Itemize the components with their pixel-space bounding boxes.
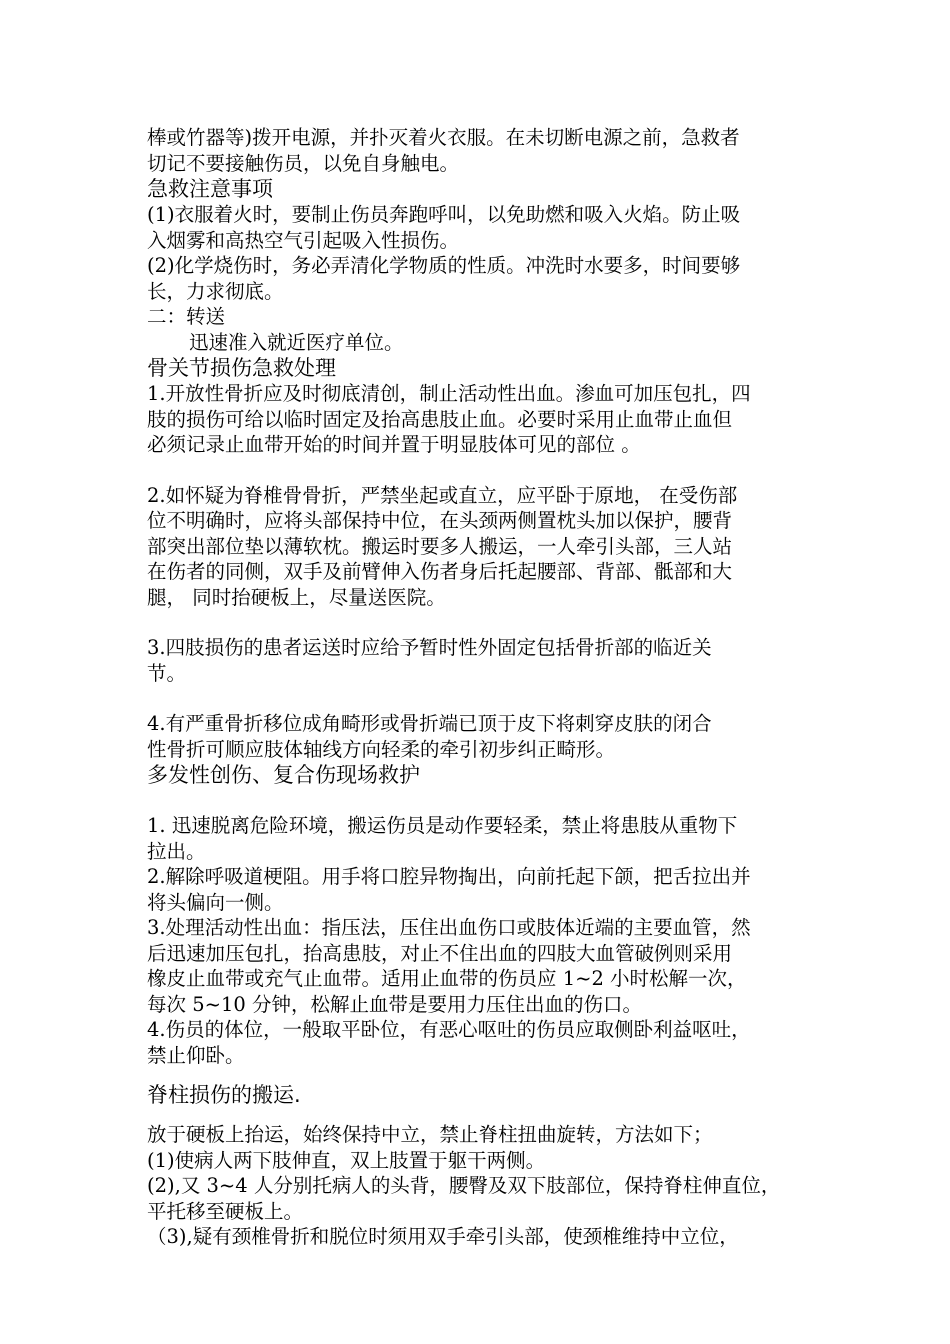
text-line: 长，力求彻底。 xyxy=(147,279,284,303)
paragraph xyxy=(147,125,815,176)
text-line: 放于硬板上抬运，始终保持中立，禁止脊柱扭曲旋转，方法如下； xyxy=(147,1123,713,1146)
paragraph-spacer xyxy=(147,788,815,813)
text-line: （3),疑有颈椎骨折和脱位时须用双手牵引头部，使颈椎维持中立位， xyxy=(147,1225,739,1248)
paragraph xyxy=(147,813,815,864)
paragraph-spacer xyxy=(147,686,815,711)
text-line: 必须记录止血带开始的时间并置于明显肢体可见的部位 。 xyxy=(147,433,641,456)
section-heading: 急救注意事项 xyxy=(147,177,273,201)
paragraph xyxy=(147,381,815,458)
paragraph-spacer xyxy=(147,610,815,635)
paragraph xyxy=(147,1148,815,1174)
text-line: 橡皮止血带或充气止血带。适用止血带的伤员应 1~2 小时松解一次， xyxy=(147,967,747,990)
text-line: 禁止仰卧。 xyxy=(147,1043,245,1067)
paragraph xyxy=(147,1122,815,1148)
paragraph xyxy=(147,483,815,611)
section-heading: 骨关节损伤急救处理 xyxy=(147,356,336,380)
text-line: 拉出。 xyxy=(147,839,206,863)
text-line: 1. 迅速脱离危险环境，搬运伤员是动作要轻柔，禁止将患肢从重物下 xyxy=(147,814,738,837)
text-line: 4.有严重骨折移位成角畸形或骨折端已顶于皮下将刺穿皮肤的闭合 xyxy=(147,712,712,735)
text-line: 每次 5~10 分钟，松解止血带是要用力压住出血的伤口。 xyxy=(147,992,642,1016)
text-line: 平托移至硬板上。 xyxy=(147,1199,304,1223)
paragraph xyxy=(147,253,815,304)
paragraph xyxy=(147,304,815,330)
paragraph xyxy=(147,330,815,356)
paragraph xyxy=(147,202,815,253)
text-line: 1.开放性骨折应及时彻底清创，制止活动性出血。渗血可加压包扎，四 xyxy=(147,382,751,405)
text-line: (1)使病人两下肢伸直，双上肢置于躯干两侧。 xyxy=(147,1148,546,1172)
paragraph xyxy=(147,711,815,762)
section-heading: 脊柱损伤的搬运. xyxy=(147,1083,301,1107)
paragraph-spacer xyxy=(147,458,815,483)
text-line: 性骨折可顺应肢体轴线方向轻柔的牵引初步纠正畸形。 xyxy=(147,737,616,761)
text-line: 切记不要接触伤员，以免自身触电。 xyxy=(147,151,460,175)
text-line: 后迅速加压包扎，抬高患肢，对止不住出血的四肢大血管破例则采用 xyxy=(147,941,733,965)
text-line: 2.解除呼吸道梗阻。用手将口腔异物掏出，向前托起下颌，把舌拉出并 xyxy=(147,865,751,888)
text-line: 迅速准入就近医疗单位。 xyxy=(189,330,404,354)
text-line: 3.四肢损伤的患者运送时应给予暂时性外固定包括骨折部的临近关 xyxy=(147,636,712,659)
text-line: 4.伤员的体位，一般取平卧位，有恶心呕吐的伤员应取侧卧利益呕吐， xyxy=(147,1018,751,1041)
text-line: (2)化学烧伤时，务必弄清化学物质的性质。冲洗时水要多，时间要够 xyxy=(147,254,741,277)
document-page xyxy=(147,125,815,1250)
text-line: 棒或竹器等)拨开电源，并扑灭着火衣服。在未切断电源之前，急救者 xyxy=(147,126,740,149)
text-line: 将头偏向一侧。 xyxy=(147,890,284,914)
paragraph-spacer xyxy=(147,1068,815,1082)
text-line: 二：转送 xyxy=(147,305,226,328)
text-line: 肢的损伤可给以临时固定及抬高患肢止血。必要时采用止血带止血但 xyxy=(147,407,733,431)
section-heading: 多发性创伤、复合伤现场救护 xyxy=(147,763,420,787)
paragraph xyxy=(147,635,815,686)
paragraph xyxy=(147,1173,815,1224)
text-line: 入烟雾和高热空气引起吸入性损伤。 xyxy=(147,228,460,252)
text-line: 节。 xyxy=(147,661,187,685)
paragraph xyxy=(147,1224,815,1250)
paragraph xyxy=(147,915,815,1017)
text-line: 3.处理活动性出血：指压法，压住出血伤口或肢体近端的主要血管，然 xyxy=(147,916,751,939)
text-line: (2),又 3~4 人分别托病人的头背，腰臀及双下肢部位，保持脊柱伸直位， xyxy=(147,1174,781,1197)
text-line: 位不明确时，应将头部保持中位，在头颈两侧置枕头加以保护，腰背 xyxy=(147,509,733,532)
text-line: 部突出部位垫以薄软枕。搬运时要多人搬运，一人牵引头部，三人站 xyxy=(147,534,733,558)
paragraph-spacer xyxy=(147,1108,815,1122)
paragraph xyxy=(147,1017,815,1068)
paragraph xyxy=(147,864,815,915)
text-line: 腿， 同时抬硬板上，尽量送医院。 xyxy=(147,585,446,609)
text-line: 在伤者的同侧，双手及前臂伸入伤者身后托起腰部、背部、骶部和大 xyxy=(147,560,733,583)
text-line: (1)衣服着火时，要制止伤员奔跑呼叫，以免助燃和吸入火焰。防止吸 xyxy=(147,203,741,226)
text-line: 2.如怀疑为脊椎骨骨折，严禁坐起或直立，应平卧于原地， 在受伤部 xyxy=(147,483,738,507)
